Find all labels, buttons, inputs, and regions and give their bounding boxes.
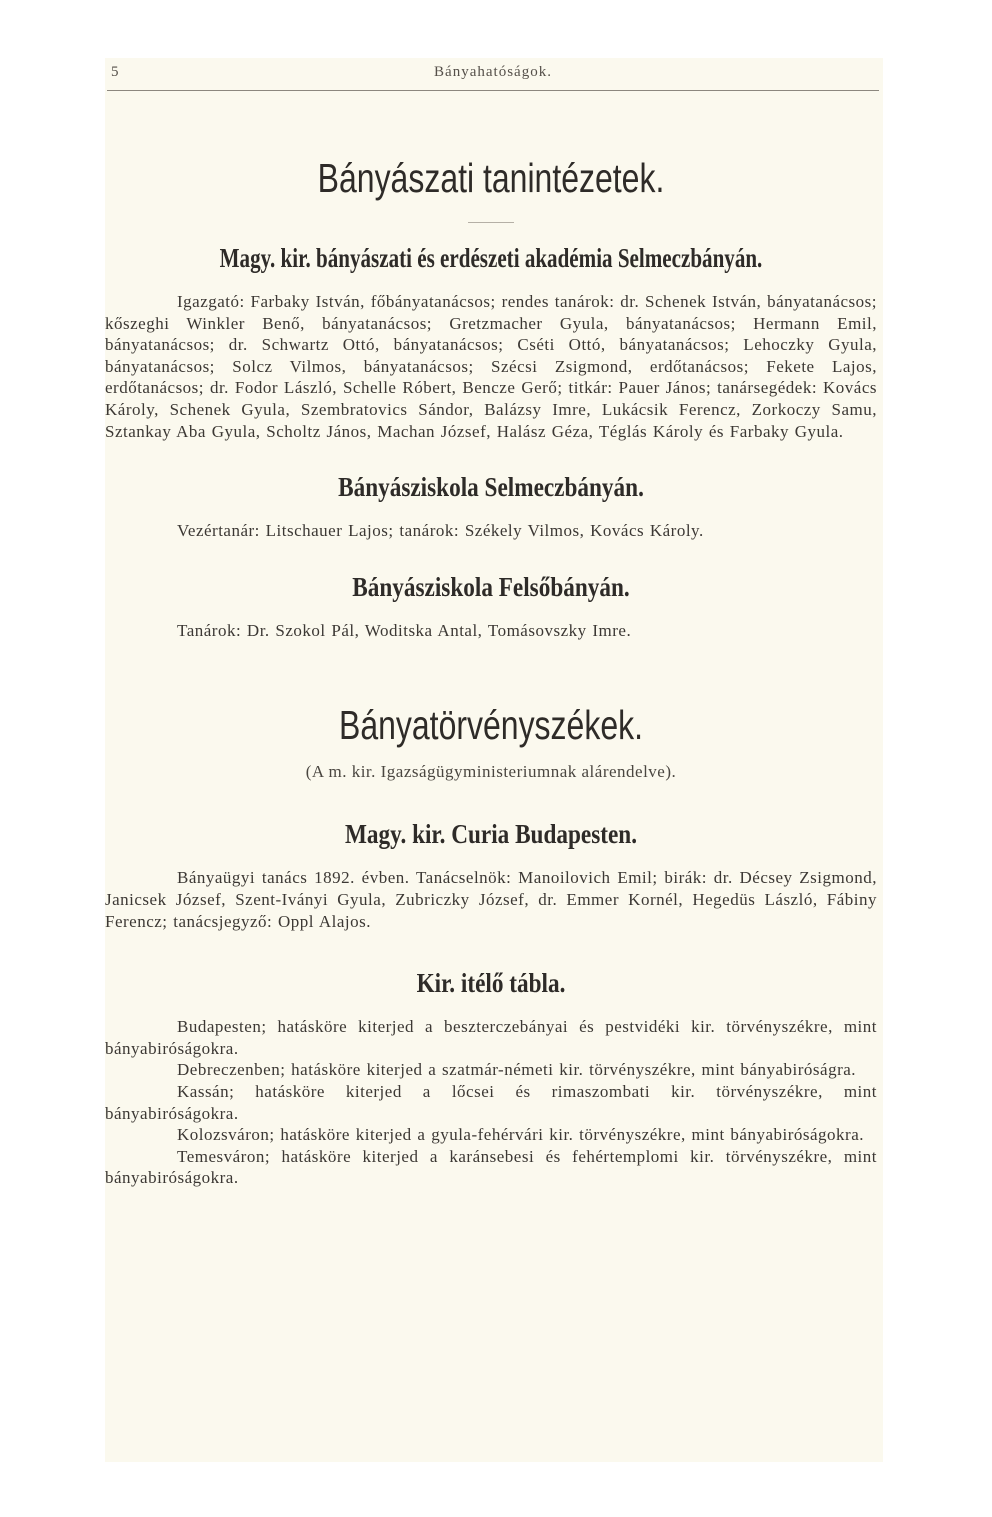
list-item: Kassán; hatásköre kiterjed a lőcsei és rimaszombati kir. törvényszékre, mint bányabiróságokra. [105,1081,877,1123]
subordination-note: (A m. kir. Igazságügyministeriumnak alárendelve). [305,762,677,782]
heading-banyasziskola-felsobanyan: Bányásziskola Felsőbányán. [352,571,630,602]
page-number: 5 [111,64,120,80]
akademia-paragraph: Igazgató: Farbaky István, főbányatanácsos; rendes tanárok: dr. Schenek István, bányatanácsos; kőszeghi Winkler Benő, bányatanácsos; Gretzmacher Gyula, bányatanácsos; Hermann Emil, bányatanácsos; dr. Schwartz Ottó, bányatanácsos; Cséti Ottó, bányatanácsos; Lehoczky Gyula, bányatanácsos; Solcz Vilmos, bányatanácsos; Szécsi Zsigmond, erdőtanácsos; Fekete Lajos, erdőtanácsos; dr. Fodor László, Schelle Róbert, Bencze Gerő; titkár: Pauer János; tanársegédek: Kovács Károly, Schenek Gyula, Szembratovics Sándor, Balázsy Imre, Lukácsik Ferencz, Zorkoczy Samu, Sztankay Aba Gyula, Scholtz János, Machan József, Halász Géza, Téglás Károly és Farbaky Gyula. [105,292,877,441]
heading-banyasziskola-selmeczbanyan: Bányásziskola Selmeczbányán. [338,472,644,503]
heading-tanintezetek: Bányászati tanintézetek. [317,155,665,201]
running-title: Bányahatóságok. [434,64,552,80]
heading-akademia: Magy. kir. bányászati és erdészeti akadémia Selmeczbányán. [219,243,763,273]
list-item: Temesváron; hatásköre kiterjed a karánsebesi és fehértemplomi kir. törvényszékre, mint bányabiróságokra. [105,1146,877,1188]
header-rule [107,90,879,91]
running-head [105,58,881,90]
section-divider [468,222,514,223]
list-item: Budapesten; hatásköre kiterjed a beszterczebányai és pestvidéki kir. törvényszékre, mint bányabiróságokra. [105,1017,877,1058]
heading-itelo-tabla: Kir. itélő tábla. [416,968,566,999]
list-item: Kolozsváron; hatásköre kiterjed a gyula-fehérvári kir. törvényszékre, mint bányabiróságokra. [177,1125,865,1145]
felso-paragraph: Tanárok: Dr. Szokol Pál, Woditska Antal, Tomásovszky Imre. [177,620,632,640]
heading-banyatorvenyszekek: Bányatörvényszékek. [339,702,643,749]
book-page [105,58,883,1462]
heading-curia: Magy. kir. Curia Budapesten. [344,819,638,850]
list-item: Debreczenben; hatásköre kiterjed a szatmár-németi kir. törvényszékre, mint bányabiróságra. [177,1060,857,1080]
selmecz-paragraph: Vezértanár: Litschauer Lajos; tanárok: Székely Vilmos, Kovács Károly. [177,521,704,541]
curia-paragraph: Bányaügyi tanács 1892. évben. Tanácselnök: Manoilovich Emil; birák: dr. Décsey Zsigmond, Janicsek József, Szent-Iványi Gyula, Zubriczky József, dr. Emmer Kornél, Hegedüs László, Fábiny Ferencz; tanácsjegyző: Oppl Alajos. [105,868,877,931]
page-content [105,104,877,1189]
itelo-tabla-list [105,1016,877,1189]
